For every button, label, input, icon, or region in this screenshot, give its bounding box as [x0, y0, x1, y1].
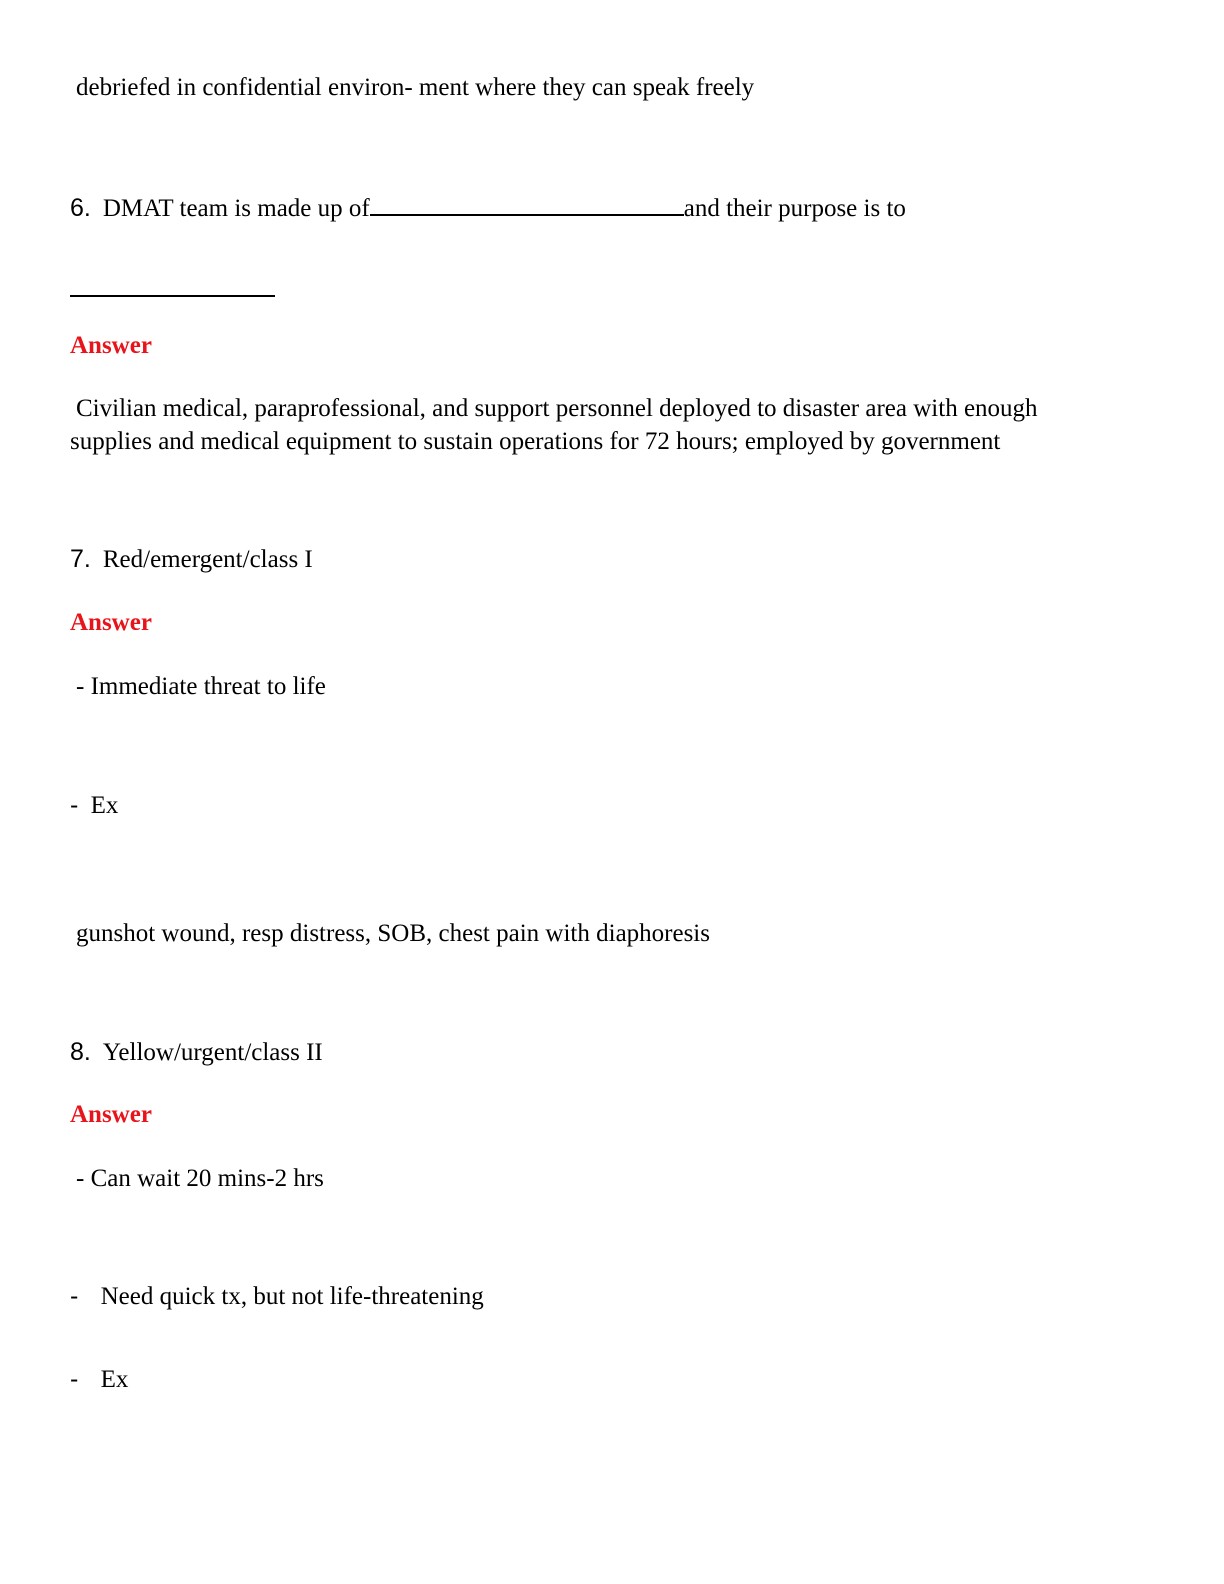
- answer-item: [70, 1363, 128, 1396]
- answer-text-line: [76, 393, 1038, 425]
- answer-text: supplies and medical equipment to sustain operations for 72 hours; employed by government: [70, 428, 1001, 455]
- question-8: [70, 1036, 323, 1069]
- question-number: 6.: [70, 194, 91, 222]
- question-text-before-blank: DMAT team is made up of: [102, 195, 370, 222]
- answer-text-line: [70, 426, 1000, 458]
- intro-text-content: debriefed in confidential environ- ment where they can speak freely: [76, 74, 755, 101]
- answer-label: Answer: [70, 609, 152, 636]
- question-text-after-blank: and their purpose is to: [683, 195, 906, 222]
- answer-item-text: - Immediate threat to life: [76, 673, 326, 700]
- answer-item: [76, 671, 326, 703]
- answer-label: Answer: [70, 332, 152, 359]
- fill-in-blank: [370, 188, 684, 216]
- question-6: [70, 188, 906, 225]
- bullet-dash: -: [70, 791, 79, 819]
- answer-item-text: Ex: [100, 1366, 129, 1393]
- question-7: [70, 543, 313, 576]
- answer-item-text: - Can wait 20 mins-2 hrs: [76, 1165, 324, 1192]
- answer-label: Answer: [70, 1101, 152, 1128]
- answer-item: [70, 1280, 484, 1313]
- question-text: Red/emergent/class I: [102, 546, 313, 573]
- question-number: 7.: [70, 545, 91, 573]
- answer-example-text: gunshot wound, resp distress, SOB, chest pain with diaphoresis: [76, 920, 710, 947]
- intro-text: [76, 72, 754, 104]
- bullet-dash: -: [70, 1365, 79, 1393]
- question-text: Yellow/urgent/class II: [102, 1039, 323, 1066]
- answer-item: [76, 1163, 324, 1195]
- answer-item-text: Need quick tx, but not life-threatening: [100, 1283, 484, 1310]
- answer-text: Civilian medical, paraprofessional, and support personnel deployed to disaster area with enough: [76, 395, 1038, 422]
- answer-item: [70, 789, 118, 822]
- answer-example: [76, 918, 710, 950]
- answer-item-text: Ex: [90, 792, 119, 819]
- fill-in-blank-second: [70, 295, 275, 297]
- bullet-dash: -: [70, 1282, 79, 1310]
- question-number: 8.: [70, 1038, 91, 1066]
